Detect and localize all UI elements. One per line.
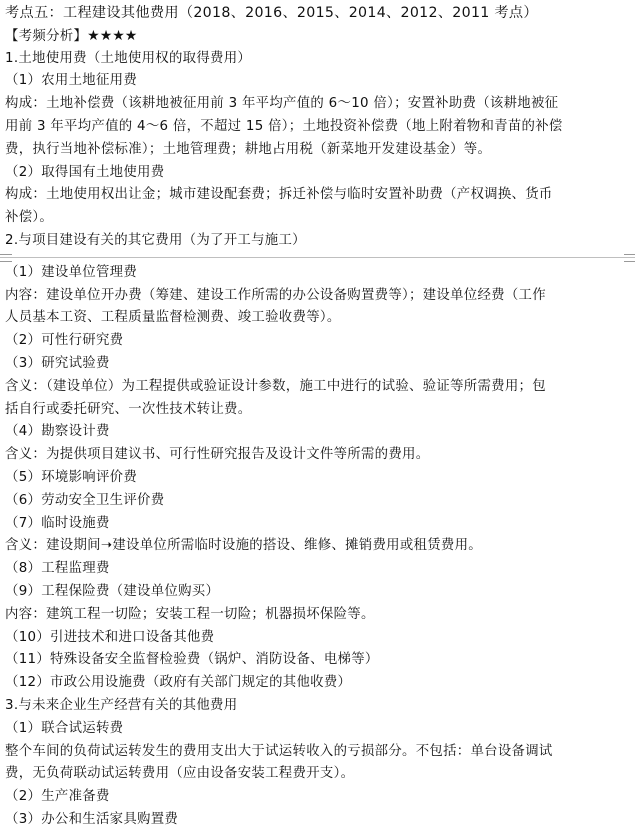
list-item: （4）勘察设计费	[5, 424, 110, 440]
list-item: 内容：建设单位开办费（筹建、建设工作所需的办公设备购置费等）；建设单位经费（工作	[5, 287, 546, 303]
list-item: （2）生产准备费	[5, 789, 110, 805]
page-title: 考点五：工程建设其他费用（2018、2016、2015、2014、2012、2011 考点）	[5, 5, 538, 21]
paragraph-line: 用前 3 年平均产值的 4～6 倍，不超过 15 倍）；土地投资补偿费（地上附着物和青苗的补偿	[5, 118, 563, 134]
list-item: （9）工程保险费（建设单位购买）	[5, 583, 220, 599]
list-item: （10）引进技术和进口设备其他费	[5, 629, 215, 645]
list-item: 内容：建筑工程一切险；安装工程一切险；机器损坏保险等。	[5, 606, 375, 622]
paragraph-line: 费，执行当地补偿标准）；土地管理费；耕地占用税（新菜地开发建设基金）等。	[5, 141, 492, 157]
list-item: 括自行或委托研究、一次性技术转让费。	[5, 401, 252, 417]
section-3-heading: 3.与未来企业生产经营有关的其他费用	[5, 697, 238, 713]
frequency-analysis	[5, 25, 631, 48]
rating-stars: ★★★★	[87, 27, 138, 44]
list-item: （1）联合试运转费	[5, 720, 124, 736]
paragraph-line: 补偿）。	[5, 210, 54, 226]
paragraph-line: 构成：土地使用权出让金；城市建设配套费；拆迁补偿与临时安置补助费（产权调换、货币	[5, 187, 553, 203]
section-1-heading: 1.土地使用费（土地使用权的取得费用）	[5, 50, 252, 66]
page-corner-mark-left	[0, 254, 12, 262]
list-item: 含义：（建设单位）为工程提供或验证设计参数，施工中进行的试验、验证等所需费用；包	[5, 378, 546, 394]
list-item: 人员基本工资、工程质量监督检测费、竣工验收费等）。	[5, 310, 341, 326]
list-item: （11）特殊设备安全监督检验费（锅炉、消防设备、电梯等）	[5, 652, 379, 668]
list-item: （5）环境影响评价费	[5, 469, 138, 485]
page-break-divider	[5, 253, 631, 262]
list-item: （12）市政公用设施费（政府有关部门规定的其他收费）	[5, 675, 352, 691]
section-1-item-1-title: （1）农用土地征用费	[5, 73, 138, 89]
list-item: （7）临时设施费	[5, 515, 110, 531]
section-1-item-2-title: （2）取得国有土地使用费	[5, 164, 165, 180]
section-2-heading: 2.与项目建设有关的其它费用（为了开工与施工）	[5, 232, 306, 248]
page-corner-mark-right	[624, 254, 635, 262]
list-item: （8）工程监理费	[5, 561, 110, 577]
divider-line	[0, 257, 635, 258]
list-item: （2）可性行研究费	[5, 333, 124, 349]
list-item: （3）办公和生活家具购置费	[5, 811, 179, 827]
list-item: 含义：建设期间➝建设单位所需临时设施的搭设、维修、摊销费用或租赁费用。	[5, 538, 482, 554]
list-item: 含义：为提供项目建议书、可行性研究报告及设计文件等所需的费用。	[5, 447, 430, 463]
list-item: （6）劳动安全卫生评价费	[5, 492, 165, 508]
list-item: 整个车间的负荷试运转发生的费用支出大于试运转收入的亏损部分。不包括：单台设备调试	[5, 743, 553, 759]
list-item: 费，无负荷联动试运转费用（应由设备安装工程费开支）。	[5, 766, 355, 782]
analysis-label: 【考频分析】	[5, 28, 88, 44]
list-item: （3）研究试验费	[5, 355, 110, 371]
list-item: （1）建设单位管理费	[5, 264, 138, 280]
paragraph-line: 构成：土地补偿费（该耕地被征用前 3 年平均产值的 6～10 倍）；安置补助费（该耕地被征	[5, 96, 559, 112]
document-page	[5, 2, 631, 832]
